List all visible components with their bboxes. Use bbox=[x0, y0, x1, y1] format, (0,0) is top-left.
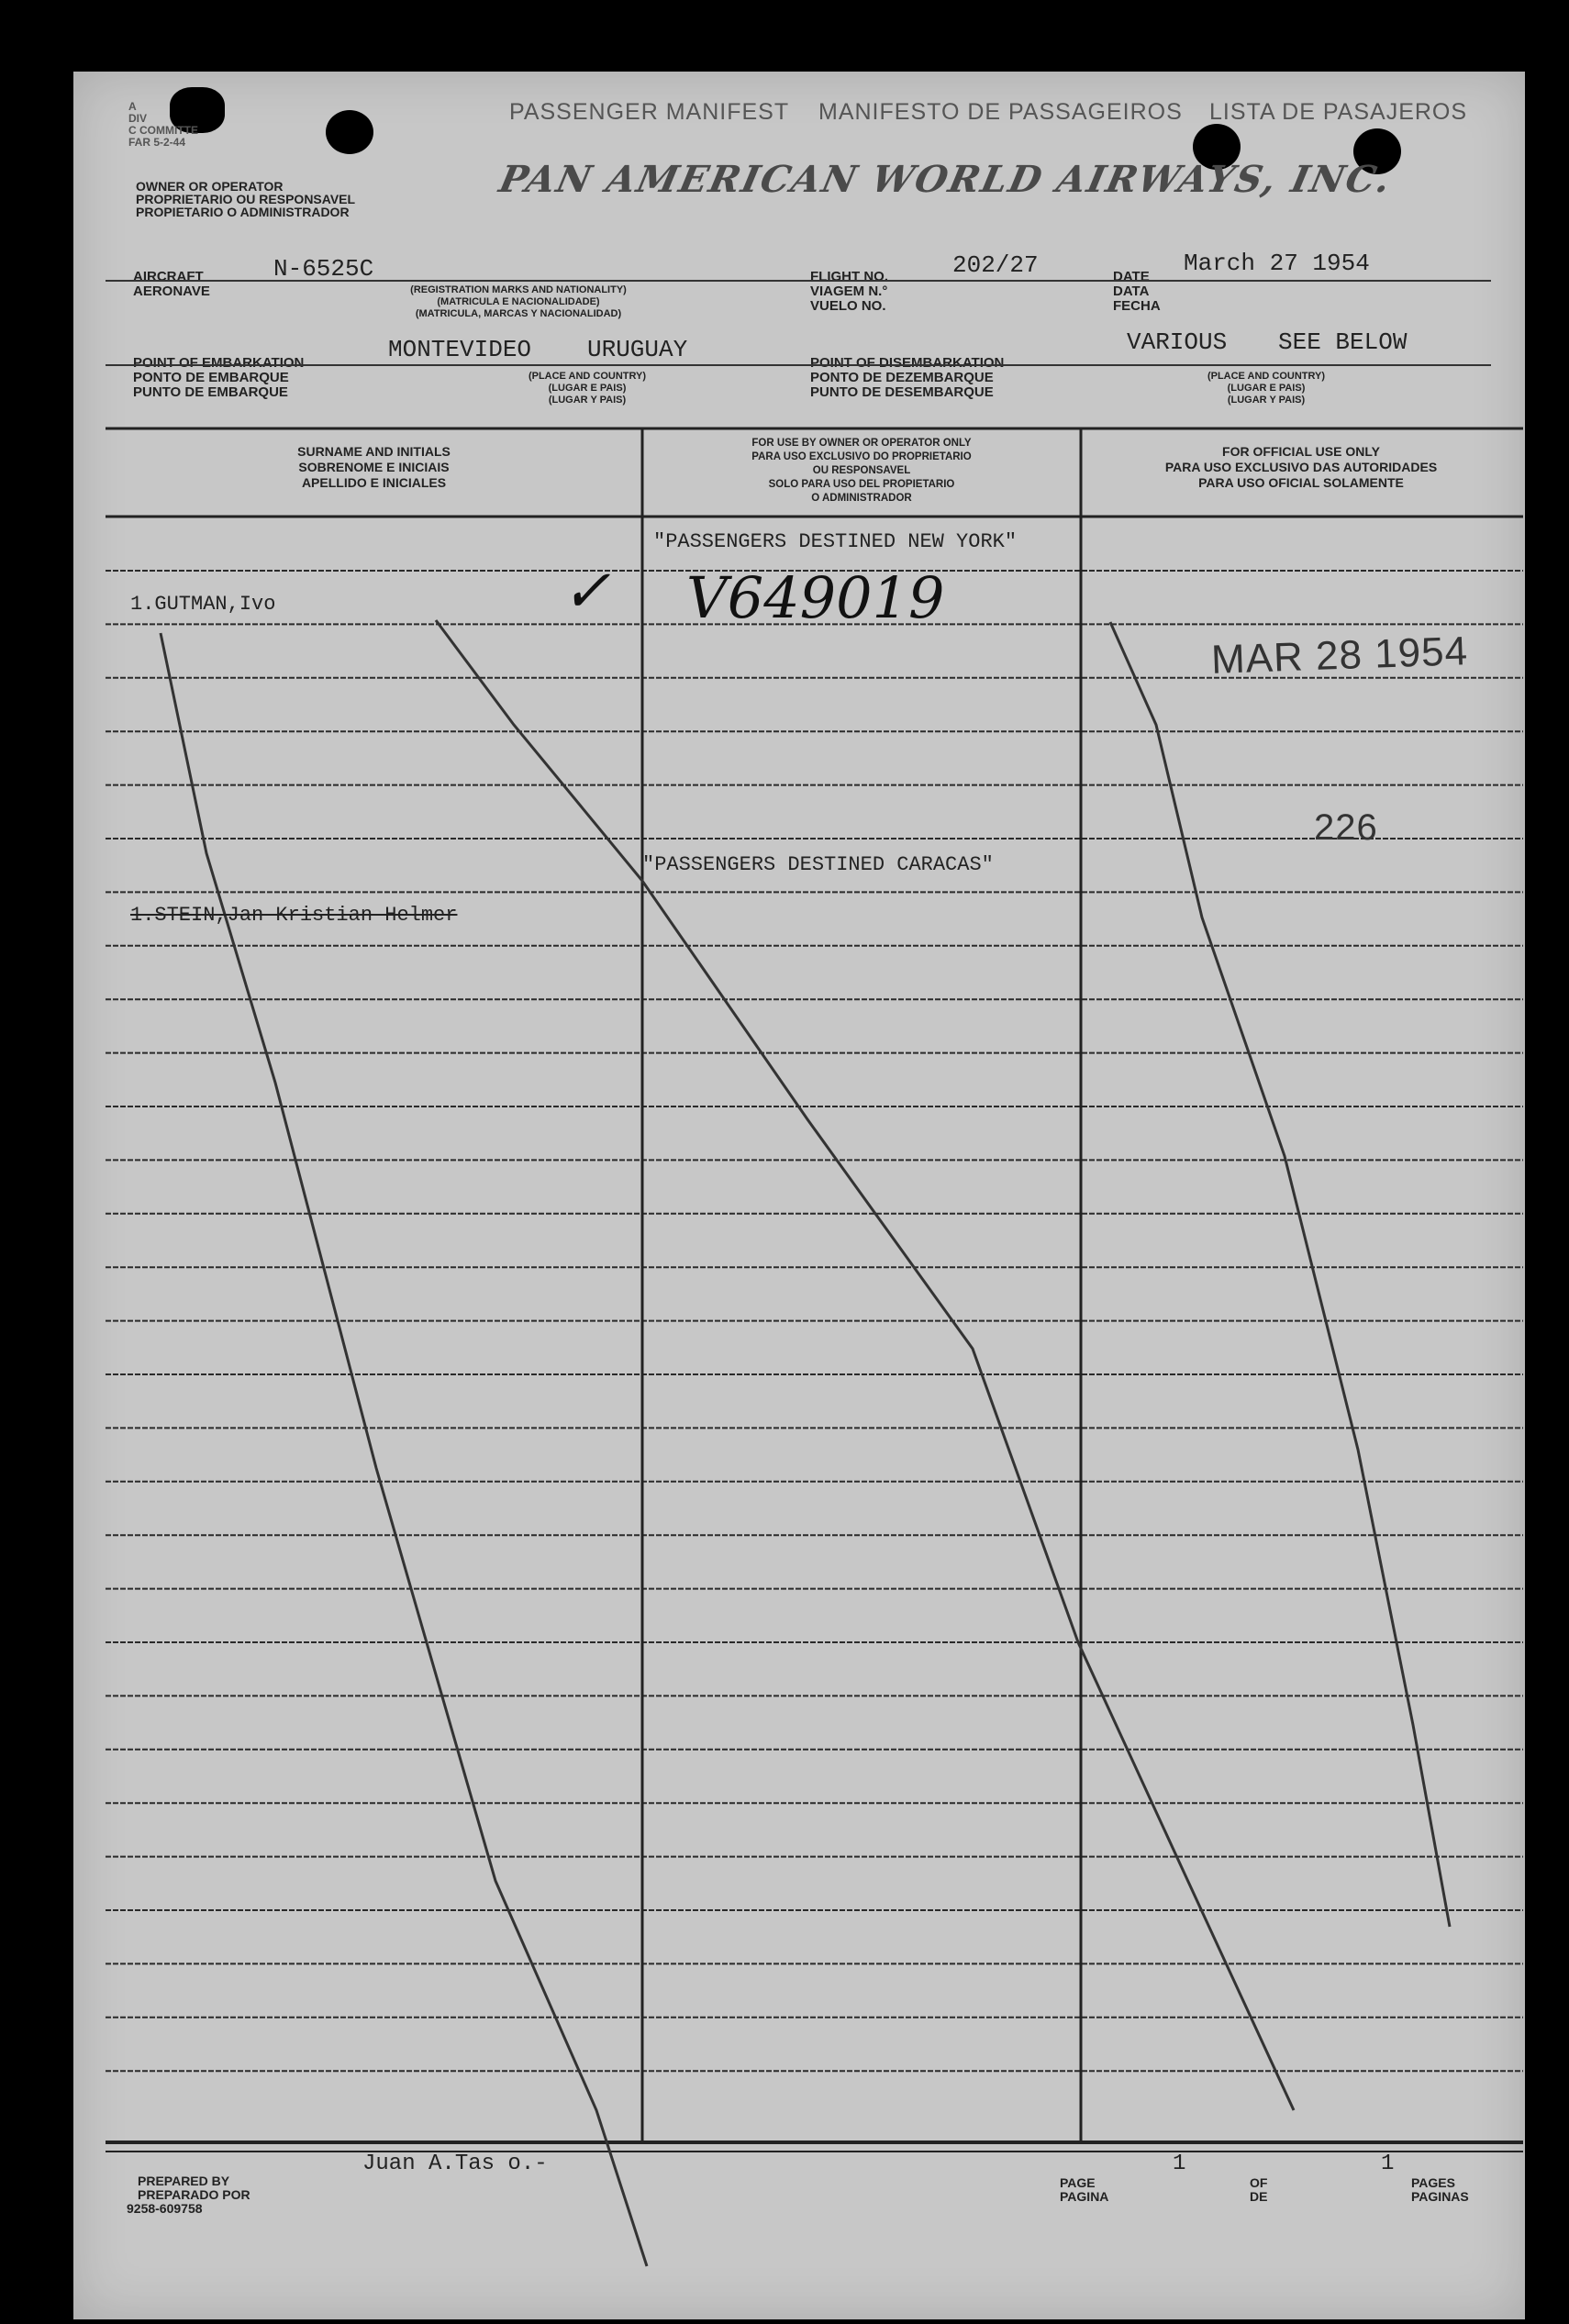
embarkation-label-en: POINT OF EMBARKATION bbox=[133, 355, 305, 371]
aircraft-sublabel-pt: (MATRICULA E NACIONALIDADE) bbox=[437, 296, 600, 307]
flight-label-es: VUELO NO. bbox=[810, 298, 886, 314]
column-header-owner-line: FOR USE BY OWNER OR OPERATOR ONLY bbox=[751, 438, 972, 449]
page-label bbox=[1060, 2176, 1108, 2204]
of-label bbox=[1250, 2176, 1267, 2204]
disembarkation-place: VARIOUS bbox=[1127, 328, 1228, 356]
strike-line-left bbox=[161, 633, 647, 2266]
embarkation-sublabel-en: (PLACE AND COUNTRY) bbox=[528, 371, 647, 382]
owner-label-es: PROPIETARIO O ADMINISTRADOR bbox=[136, 205, 350, 219]
pages-label bbox=[1411, 2176, 1469, 2204]
column-header-owner-line: SOLO PARA USO DEL PROPIETARIO bbox=[768, 479, 955, 490]
disembarkation-label-es: PUNTO DE DESEMBARQUE bbox=[810, 384, 994, 400]
corner-line: A bbox=[128, 100, 137, 113]
date-label-pt: DATA bbox=[1113, 284, 1150, 299]
section-heading-new-york: "PASSENGERS DESTINED NEW YORK" bbox=[653, 530, 1018, 553]
date-label-es: FECHA bbox=[1113, 298, 1161, 314]
date-label-en: DATE bbox=[1113, 269, 1150, 284]
column-header-official-pt: PARA USO EXCLUSIVO DAS AUTORIDADES bbox=[1164, 460, 1438, 474]
disembarkation-label-pt: PONTO DE DEZEMBARQUE bbox=[810, 370, 994, 385]
flight-value: 202/27 bbox=[952, 251, 1039, 279]
company-name: PAN AMERICAN WORLD AIRWAYS, INC. bbox=[495, 158, 1397, 201]
form-number: 9258-609758 bbox=[127, 2201, 203, 2216]
aircraft-value: N-6525C bbox=[273, 255, 374, 283]
strike-line-right bbox=[1110, 622, 1450, 1927]
pages-label-pt: PAGINAS bbox=[1411, 2189, 1469, 2204]
flight-label-en: FLIGHT NO. bbox=[810, 269, 888, 284]
column-header-owner-line: PARA USO EXCLUSIVO DO PROPRIETARIO bbox=[751, 451, 972, 462]
owner-label-pt: PROPRIETARIO OU RESPONSAVEL bbox=[136, 192, 356, 206]
arrival-date-stamp: MAR 28 1954 bbox=[1210, 628, 1469, 683]
column-header-owner-line: OU RESPONSAVEL bbox=[812, 465, 911, 476]
stamp-number: 226 bbox=[1314, 807, 1378, 848]
aircraft-sublabel-en: (REGISTRATION MARKS AND NATIONALITY) bbox=[410, 284, 627, 295]
aircraft-label-pt: AERONAVE bbox=[133, 284, 210, 299]
prepared-by-value: Juan A.Tas o.- bbox=[362, 2152, 548, 2176]
column-header-name-es: APELLIDO E INICIALES bbox=[301, 475, 447, 490]
column-header-owner-line: O ADMINISTRADOR bbox=[811, 493, 912, 504]
embarkation-label-pt: PONTO DE EMBARQUE bbox=[133, 370, 289, 385]
of-label-en: OF bbox=[1250, 2175, 1268, 2190]
page-label-pt: PAGINA bbox=[1060, 2189, 1109, 2204]
passenger-2-name: 1.STEIN,Jan Kristian Helmer bbox=[130, 904, 458, 927]
pages-label-en: PAGES bbox=[1411, 2175, 1455, 2190]
prepared-by-label-pt: PREPARADO POR bbox=[138, 2187, 250, 2202]
prepared-by-label-en: PREPARED BY bbox=[138, 2174, 230, 2188]
title-english: PASSENGER MANIFEST bbox=[509, 99, 790, 125]
corner-line: FAR 5-2-44 bbox=[128, 136, 186, 149]
title-spanish: LISTA DE PASAJEROS bbox=[1209, 99, 1468, 125]
embarkation-sublabel-es: (LUGAR Y PAIS) bbox=[548, 395, 627, 406]
corner-line: DIV bbox=[128, 112, 148, 125]
title-portuguese: MANIFESTO DE PASSAGEIROS bbox=[818, 99, 1183, 125]
embarkation-label-es: PUNTO DE EMBARQUE bbox=[133, 384, 288, 400]
disembarkation-sublabel-en: (PLACE AND COUNTRY) bbox=[1207, 371, 1326, 382]
pages-value: 1 bbox=[1381, 2152, 1395, 2176]
section-heading-caracas: "PASSENGERS DESTINED CARACAS" bbox=[642, 853, 994, 876]
flight-label-pt: VIAGEM N.° bbox=[810, 284, 888, 299]
column-header-name-pt: SOBRENOME E INICIAIS bbox=[298, 460, 450, 474]
passenger-1-name: 1.GUTMAN,Ivo bbox=[130, 593, 276, 616]
disembarkation-sublabel-pt: (LUGAR E PAIS) bbox=[1227, 383, 1306, 394]
owner-label-en: OWNER OR OPERATOR bbox=[136, 179, 284, 194]
column-header-name-en: SURNAME AND INITIALS bbox=[297, 444, 451, 459]
disembarkation-sublabel-es: (LUGAR Y PAIS) bbox=[1227, 395, 1306, 406]
prepared-by-label bbox=[127, 2174, 250, 2216]
embarkation-sublabel-pt: (LUGAR E PAIS) bbox=[548, 383, 627, 394]
corner-line: C COMMITTE bbox=[128, 124, 198, 137]
aircraft-sublabel-es: (MATRICULA, MARCAS Y NACIONALIDAD) bbox=[415, 308, 622, 319]
date-value: March 27 1954 bbox=[1184, 250, 1370, 277]
ruled-lines bbox=[106, 571, 1523, 2071]
check-mark: ✓ bbox=[562, 558, 611, 626]
embarkation-place: MONTEVIDEO bbox=[388, 336, 532, 363]
column-header-official-es: PARA USO OFICIAL SOLAMENTE bbox=[1198, 475, 1404, 490]
disembarkation-country: SEE BELOW bbox=[1278, 328, 1408, 356]
page-value: 1 bbox=[1173, 2152, 1186, 2176]
disembarkation-label-en: POINT OF DISEMBARKATION bbox=[810, 355, 1005, 371]
handwritten-visa-number: V649019 bbox=[686, 564, 945, 631]
of-label-pt: DE bbox=[1250, 2189, 1268, 2204]
column-header-official-en: FOR OFFICIAL USE ONLY bbox=[1222, 444, 1380, 459]
embarkation-country: URUGUAY bbox=[587, 336, 688, 363]
aircraft-label-en: AIRCRAFT bbox=[133, 269, 204, 284]
strike-line-middle bbox=[436, 620, 1294, 2110]
page-label-en: PAGE bbox=[1060, 2175, 1096, 2190]
